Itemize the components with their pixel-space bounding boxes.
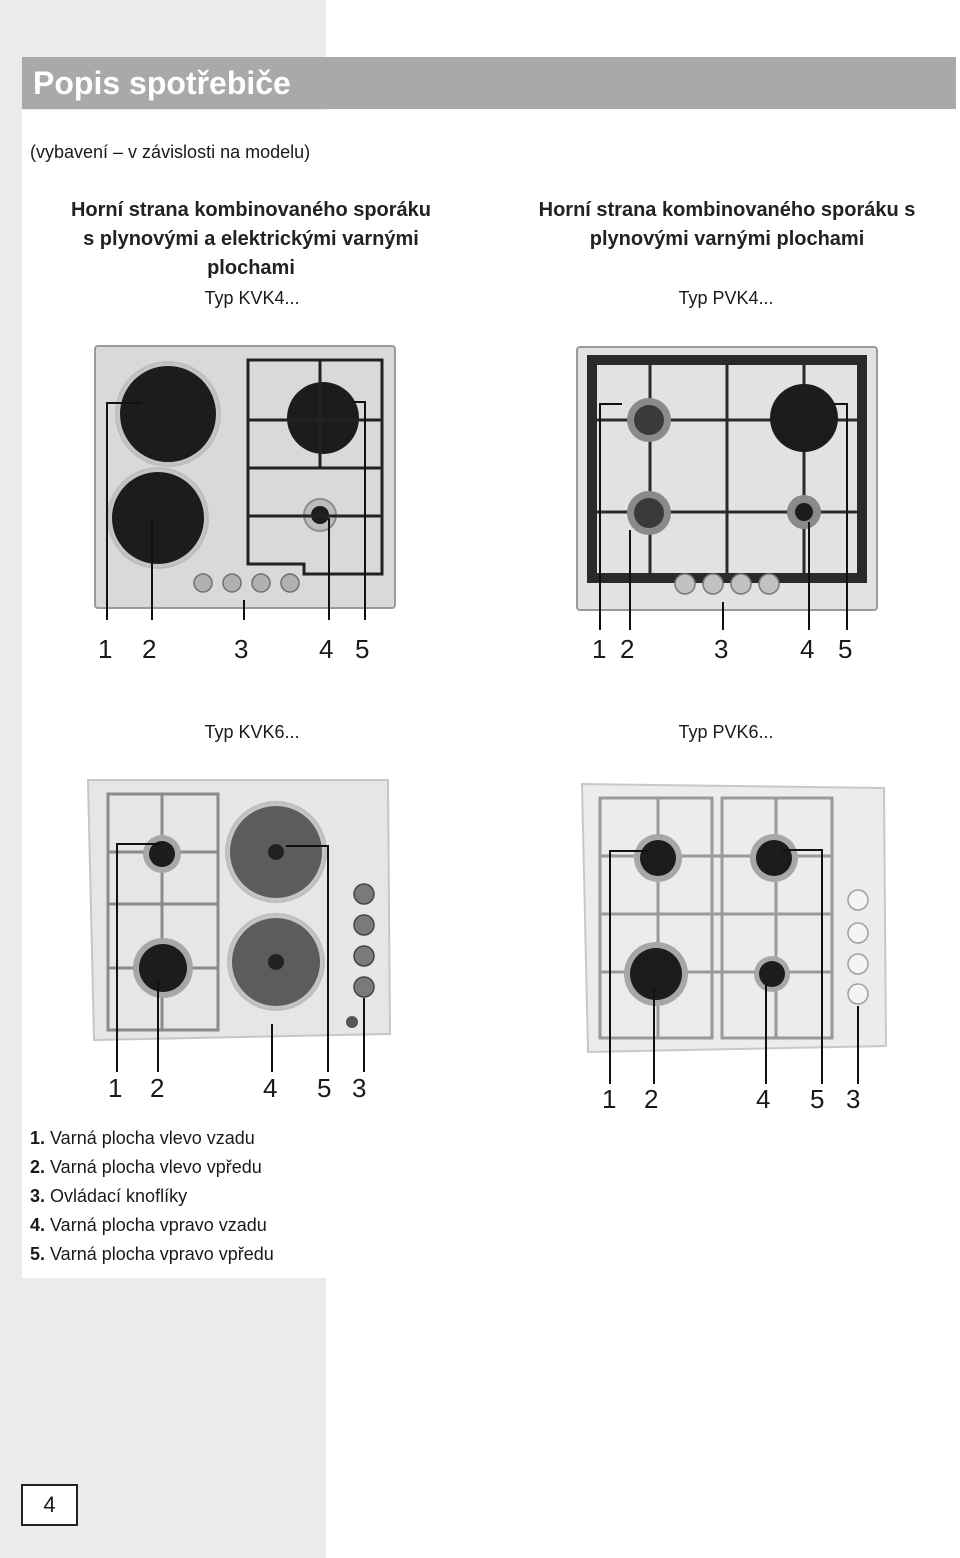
hob-diagram-pvk6 — [576, 778, 896, 1118]
page-subtitle: (vybavení – v závislosti na modelu) — [30, 142, 311, 162]
callout-number: 2 — [620, 634, 635, 664]
callout-number: 5 — [355, 634, 370, 664]
knob-icon — [354, 884, 374, 904]
gas-burner-icon — [634, 405, 664, 435]
knob-icon — [194, 574, 212, 592]
gas-burner-icon — [756, 840, 792, 876]
callout-number: 5 — [838, 634, 853, 664]
legend-item — [30, 1211, 274, 1240]
type-label-kvk6: Typ KVK6... — [204, 722, 300, 742]
callout-number: 4 — [319, 634, 334, 664]
legend-number: 5. — [30, 1244, 46, 1264]
callout-number: 2 — [644, 1084, 659, 1114]
hotplate-icon — [112, 472, 204, 564]
legend-list — [30, 1124, 274, 1269]
hotplate-center — [268, 954, 284, 970]
type-label-pvk4: Typ PVK4... — [678, 288, 774, 308]
callout-number: 4 — [800, 634, 815, 664]
legend-item — [30, 1240, 274, 1269]
hotplate-icon — [120, 366, 216, 462]
knob-icon — [759, 574, 779, 594]
hob-diagram-kvk4 — [90, 340, 400, 670]
heading-line: Horní strana kombinovaného sporáku — [70, 199, 432, 221]
callout-number: 1 — [592, 634, 607, 664]
knob-icon — [354, 977, 374, 997]
callout-number: 5 — [317, 1073, 332, 1103]
legend-number: 2. — [30, 1157, 46, 1177]
gas-burner-icon — [770, 384, 838, 452]
knob-icon — [223, 574, 241, 592]
gas-burner-icon — [759, 961, 785, 987]
legend-text: Varná plocha vpravo vzadu — [45, 1215, 267, 1235]
callout-number: 4 — [756, 1084, 771, 1114]
knob-icon — [731, 574, 751, 594]
callout-number: 4 — [263, 1073, 278, 1103]
callout-number: 1 — [98, 634, 113, 664]
gas-burner-icon — [139, 944, 187, 992]
knob-icon — [675, 574, 695, 594]
knob-icon — [848, 984, 868, 1004]
legend-text: Ovládací knoflíky — [45, 1186, 188, 1206]
legend-text: Varná plocha vlevo vzadu — [45, 1128, 255, 1148]
indicator-light-icon — [346, 1016, 358, 1028]
callout-number: 3 — [352, 1073, 367, 1103]
hotplate-center — [268, 844, 284, 860]
knob-icon — [703, 574, 723, 594]
hob-surface — [582, 784, 886, 1052]
legend-item — [30, 1124, 274, 1153]
type-label-kvk4: Typ KVK4... — [204, 288, 300, 308]
legend-item — [30, 1182, 274, 1211]
callout-number: 1 — [602, 1084, 617, 1114]
type-label-pvk6: Typ PVK6... — [678, 722, 774, 742]
knob-icon — [354, 946, 374, 966]
heading-line: plochami — [207, 257, 295, 279]
callout-number: 1 — [108, 1073, 123, 1103]
heading-gas — [496, 196, 958, 254]
callout-number: 3 — [714, 634, 729, 664]
gas-burner-icon — [630, 948, 682, 1000]
heading-line: s plynovými a elektrickými varnými — [83, 228, 419, 250]
hob-diagram-kvk6 — [80, 772, 400, 1112]
callout-number: 3 — [234, 634, 249, 664]
heading-line: plynovými varnými plochami — [589, 228, 865, 250]
legend-number: 1. — [30, 1128, 46, 1148]
callout-number: 5 — [810, 1084, 825, 1114]
legend-text: Varná plocha vpravo vpředu — [45, 1244, 274, 1264]
legend-number: 4. — [30, 1215, 46, 1235]
page-number: 4 — [21, 1484, 78, 1526]
gas-burner-icon — [640, 840, 676, 876]
callout-number: 2 — [150, 1073, 165, 1103]
page-title: Popis spotřebiče — [22, 57, 956, 109]
gas-burner-icon — [634, 498, 664, 528]
hob-diagram-pvk4 — [572, 340, 882, 670]
callout-number: 2 — [142, 634, 157, 664]
knob-icon — [354, 915, 374, 935]
heading-gas-electric — [24, 196, 478, 283]
callout-number: 3 — [846, 1084, 861, 1114]
gas-burner-icon — [795, 503, 813, 521]
knob-icon — [848, 954, 868, 974]
legend-item — [30, 1153, 274, 1182]
heading-line: Horní strana kombinovaného sporáku s — [538, 199, 916, 221]
gas-burner-icon — [287, 382, 359, 454]
knob-icon — [848, 890, 868, 910]
legend-number: 3. — [30, 1186, 46, 1206]
knob-icon — [848, 923, 868, 943]
legend-text: Varná plocha vlevo vpředu — [45, 1157, 262, 1177]
knob-icon — [281, 574, 299, 592]
knob-icon — [252, 574, 270, 592]
